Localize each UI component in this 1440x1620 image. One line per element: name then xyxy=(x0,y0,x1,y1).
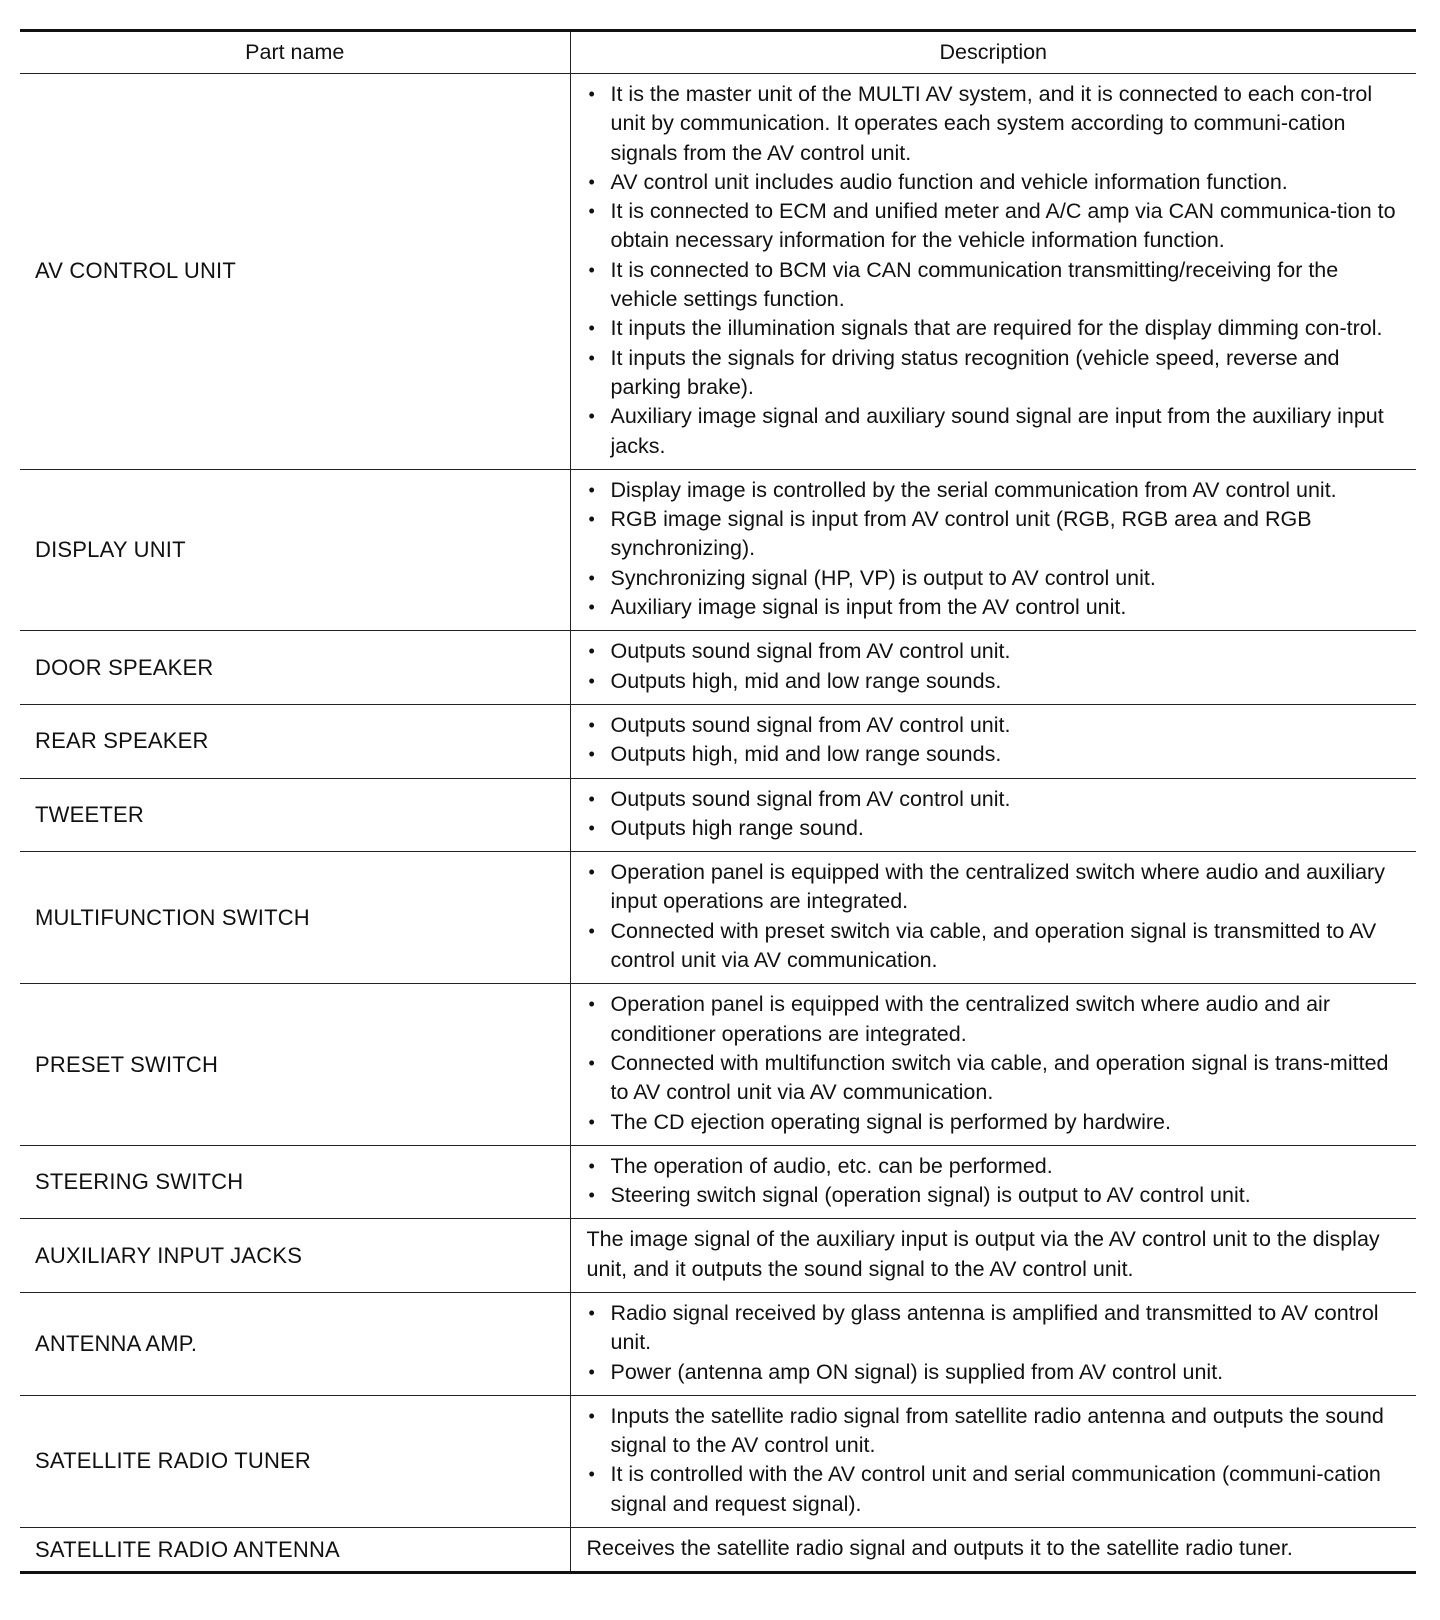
table-row xyxy=(20,984,1416,1145)
part-name-cell: DOOR SPEAKER xyxy=(20,631,570,705)
table-row xyxy=(20,631,1416,705)
description-list xyxy=(587,1152,1407,1211)
table-row xyxy=(20,852,1416,984)
part-name-cell: SATELLITE RADIO ANTENNA xyxy=(20,1528,570,1573)
description-cell xyxy=(570,1395,1416,1527)
description-list xyxy=(587,990,1407,1136)
description-text: Receives the satellite radio signal and outputs it to the satellite radio tuner. xyxy=(586,1536,1293,1561)
description-list xyxy=(587,1299,1407,1387)
part-name-cell: PRESET SWITCH xyxy=(20,984,570,1145)
description-list xyxy=(587,711,1407,770)
description-bullet: • Inputs the satellite radio signal from satellite radio antenna and outputs the sound signal to the AV control unit. xyxy=(587,1402,1407,1461)
parts-table-container xyxy=(20,29,1416,1574)
description-list xyxy=(587,1402,1407,1519)
part-name-cell: SATELLITE RADIO TUNER xyxy=(20,1395,570,1527)
description-bullet: • Connected with multifunction switch via cable, and operation signal is trans-mitted to AV control unit via AV communication. xyxy=(587,1049,1407,1108)
description-bullet: • Radio signal received by glass antenna is amplified and transmitted to AV control unit. xyxy=(587,1299,1407,1358)
description-bullet: • Power (antenna amp ON signal) is supplied from AV control unit. xyxy=(587,1358,1407,1387)
description-bullet: • Outputs high range sound. xyxy=(587,814,1407,843)
description-cell xyxy=(570,1145,1416,1219)
description-cell xyxy=(570,469,1416,630)
description-bullet: • Auxiliary image signal is input from the AV control unit. xyxy=(587,593,1407,622)
part-name-cell: ANTENNA AMP. xyxy=(20,1292,570,1395)
description-cell xyxy=(570,1219,1416,1293)
description-bullet: • The operation of audio, etc. can be performed. xyxy=(587,1152,1407,1181)
table-row xyxy=(20,1528,1416,1573)
description-bullet: • Outputs high, mid and low range sounds. xyxy=(587,740,1407,769)
part-name-cell: REAR SPEAKER xyxy=(20,704,570,778)
description-bullet: • It inputs the illumination signals that are required for the display dimming con-trol. xyxy=(587,314,1407,343)
table-row xyxy=(20,778,1416,852)
description-bullet: • Auxiliary image signal and auxiliary sound signal are input from the auxiliary input jacks. xyxy=(587,402,1407,461)
part-name-cell: TWEETER xyxy=(20,778,570,852)
description-bullet: • Connected with preset switch via cable, and operation signal is transmitted to AV control unit via AV communication. xyxy=(587,917,1407,976)
table-row xyxy=(20,704,1416,778)
table-row xyxy=(20,1219,1416,1293)
description-bullet: • It is controlled with the AV control unit and serial communication (communi-cation signal and request signal). xyxy=(587,1460,1407,1519)
description-cell xyxy=(570,1292,1416,1395)
description-cell xyxy=(570,852,1416,984)
part-name-cell: AV CONTROL UNIT xyxy=(20,74,570,470)
part-name-cell: DISPLAY UNIT xyxy=(20,469,570,630)
description-list xyxy=(587,476,1407,622)
description-bullet: • AV control unit includes audio function and vehicle information function. xyxy=(587,168,1407,197)
table-row xyxy=(20,74,1416,470)
description-cell xyxy=(570,74,1416,470)
table-row xyxy=(20,469,1416,630)
header-part-name: Part name xyxy=(20,31,570,74)
description-list xyxy=(587,858,1407,975)
table-header-row xyxy=(20,31,1416,74)
table-body xyxy=(20,74,1416,1573)
header-description: Description xyxy=(570,31,1416,74)
part-name-cell: AUXILIARY INPUT JACKS xyxy=(20,1219,570,1293)
description-bullet: • Outputs high, mid and low range sounds. xyxy=(587,667,1407,696)
table-row xyxy=(20,1145,1416,1219)
description-list xyxy=(587,80,1407,461)
description-bullet: • RGB image signal is input from AV control unit (RGB, RGB area and RGB synchronizing). xyxy=(587,505,1407,564)
description-cell xyxy=(570,631,1416,705)
description-bullet: • It is the master unit of the MULTI AV system, and it is connected to each con-trol unit by communication. It operates each system according to communi-cation signals from the AV control unit. xyxy=(587,80,1407,168)
part-name-cell: STEERING SWITCH xyxy=(20,1145,570,1219)
description-bullet: • It is connected to ECM and unified meter and A/C amp via CAN communica-tion to obtain necessary information for the vehicle information function. xyxy=(587,197,1407,256)
description-text: The image signal of the auxiliary input is output via the AV control unit to the display unit, and it outputs the sound signal to the AV control unit. xyxy=(586,1227,1380,1281)
description-bullet: • Operation panel is equipped with the centralized switch where audio and air conditioner operations are integrated. xyxy=(587,990,1407,1049)
description-bullet: • It is connected to BCM via CAN communication transmitting/receiving for the vehicle settings function. xyxy=(587,256,1407,315)
description-cell xyxy=(570,778,1416,852)
description-bullet: • It inputs the signals for driving status recognition (vehicle speed, reverse and parking brake). xyxy=(587,344,1407,403)
description-cell xyxy=(570,1528,1416,1573)
parts-description-table xyxy=(20,29,1416,1574)
description-bullet: • Outputs sound signal from AV control unit. xyxy=(587,637,1407,666)
description-cell xyxy=(570,984,1416,1145)
description-bullet: • Operation panel is equipped with the centralized switch where audio and auxiliary input operations are integrated. xyxy=(587,858,1407,917)
description-bullet: • Outputs sound signal from AV control unit. xyxy=(587,711,1407,740)
description-bullet: • The CD ejection operating signal is performed by hardwire. xyxy=(587,1108,1407,1137)
part-name-cell: MULTIFUNCTION SWITCH xyxy=(20,852,570,984)
description-bullet: • Display image is controlled by the serial communication from AV control unit. xyxy=(587,476,1407,505)
table-row xyxy=(20,1292,1416,1395)
description-cell xyxy=(570,704,1416,778)
description-bullet: • Outputs sound signal from AV control unit. xyxy=(587,785,1407,814)
description-list xyxy=(587,785,1407,844)
description-list xyxy=(587,637,1407,696)
description-bullet: • Steering switch signal (operation signal) is output to AV control unit. xyxy=(587,1181,1407,1210)
table-row xyxy=(20,1395,1416,1527)
description-bullet: • Synchronizing signal (HP, VP) is output to AV control unit. xyxy=(587,564,1407,593)
